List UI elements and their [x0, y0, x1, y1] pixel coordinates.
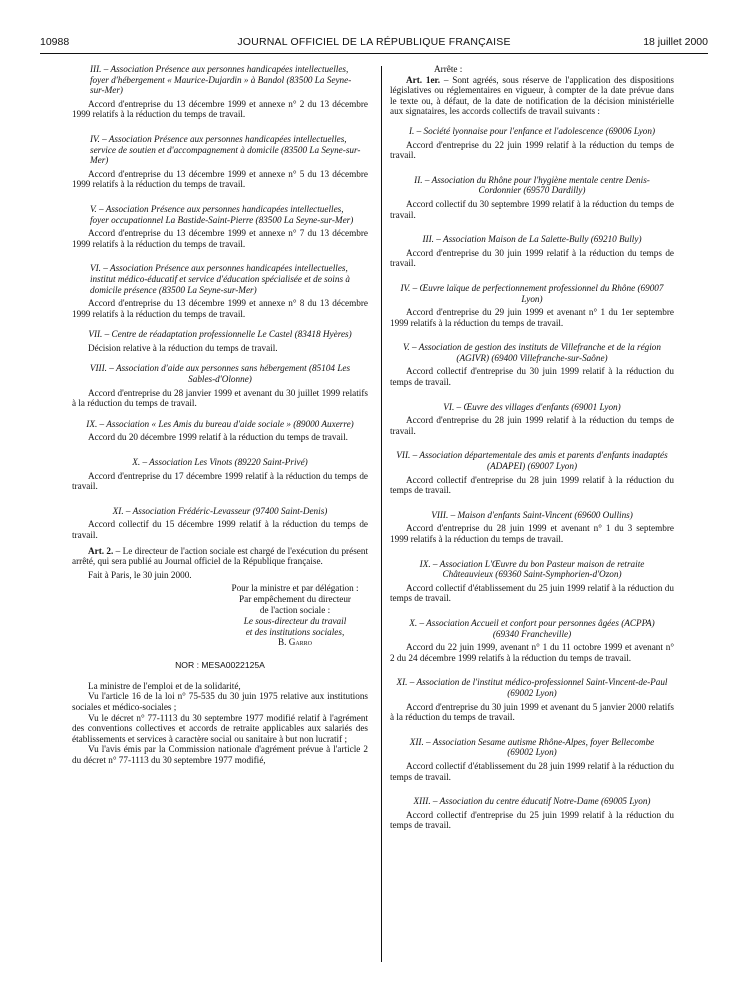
signature-block — [222, 583, 368, 648]
decree-line: Vu le décret n° 77-1113 du 30 septembre 1977 modifié relatif à l'agrément des conventions collectives et accords de retraite applicables aux salariés des établissements et services à caractère social ou sanitaire à but non lucratif ; — [72, 712, 368, 744]
section-left-8 — [72, 363, 368, 408]
section-left-10 — [72, 457, 368, 492]
section-text: Accord d'entreprise du 13 décembre 1999 et annexe n° 8 du 13 décembre 1999 relatifs à la réduction du temps de travail. — [72, 298, 368, 319]
section-right-3 — [390, 234, 674, 269]
article-2 — [72, 546, 368, 567]
section-heading: III. – Association Présence aux personnes handicapées intellectuelles, foyer d'hébergement « Maurice-Dujardin » à Bandol (83500 La Seyne-sur-Mer) — [90, 64, 352, 96]
section-right-4 — [390, 283, 674, 328]
right-column — [390, 64, 674, 836]
nor-reference: NOR : MESA0022125A — [175, 660, 265, 671]
section-text: Accord d'entreprise du 28 janvier 1999 et avenant du 30 juillet 1999 relatifs à la réduction du temps de travail. — [72, 387, 368, 409]
issue-date: 18 juillet 2000 — [643, 36, 708, 48]
decree-line: Vu l'article 16 de la loi n° 75-535 du 30 juin 1975 relative aux institutions sociales et médico-sociales ; — [72, 691, 368, 712]
section-text: Accord collectif d'établissement du 25 juin 1999 relatif à la réduction du temps de travail. — [390, 582, 674, 604]
section-text: Accord collectif d'entreprise du 30 juin 1999 relatif à la réduction du temps de travail. — [390, 366, 674, 388]
sig-line: de l'action sociale : — [259, 604, 331, 615]
section-heading: V. – Association de gestion des instituts de Villefranche et de la région (AGIVR) (69400 Villefranche-sur-Saône) — [403, 342, 661, 363]
section-heading: XI. – Association de l'institut médico-professionnel Saint-Vincent-de-Paul (69002 Lyon) — [396, 677, 668, 698]
section-right-10 — [390, 618, 674, 663]
section-heading: II. – Association du Rhône pour l'hygiène mentale centre Denis-Cordonnier (69570 Dardilly) — [414, 174, 650, 196]
section-heading: V. – Association Présence aux personnes handicapées intellectuelles, foyer occupationnel La Bastide-Saint-Pierre (83500 La Seyne-sur-Mer) — [90, 203, 354, 225]
article-1 — [390, 75, 674, 117]
article-label: Art. 2. — [88, 545, 114, 556]
article-label: Art. 1er. — [406, 74, 441, 85]
section-heading: IX. – Association L'Œuvre du bon Pasteur maison de retraite Châteauvieux (69360 Saint-Symphorien-d'Ozon) — [419, 558, 645, 580]
section-right-7 — [390, 450, 674, 495]
section-left-9 — [72, 419, 368, 443]
sig-line: Le sous-directeur du travail — [243, 615, 347, 626]
section-heading: I. – Société lyonnaise pour l'enfance et l'adolescence (69006 Lyon) — [408, 125, 656, 136]
section-right-5 — [390, 342, 674, 387]
section-text: Accord d'entreprise du 30 juin 1999 relatif à la réduction du temps de travail. — [390, 247, 674, 269]
section-text: Accord d'entreprise du 22 juin 1999 relatif à la réduction du temps de travail. — [390, 139, 674, 161]
article-text: – Sont agréés, sous réserve de l'application des dispositions législatives ou réglementaires en vigueur, à compter de la date prévue dans le texte ou, à défaut, de la date de notification de la décision ministérielle aux signataires, les accords collectifs de travail suivants : — [390, 74, 674, 117]
section-text: Accord collectif d'entreprise du 25 juin 1999 relatif à la réduction du temps de travail. — [390, 809, 674, 831]
decree-line: Vu l'avis émis par la Commission nationale d'agrément prévue à l'article 2 du décret n° 77-1113 du 30 septembre 1977 modifié, — [72, 744, 368, 765]
header-rule — [40, 53, 708, 54]
section-text: Accord d'entreprise du 13 décembre 1999 et annexe n° 2 du 13 décembre 1999 relatifs à la réduction du temps de travail. — [72, 98, 368, 120]
section-right-6 — [390, 402, 674, 437]
page-header — [40, 36, 708, 52]
section-right-2 — [390, 175, 674, 220]
section-left-5 — [72, 204, 368, 249]
section-text: Accord collectif du 15 décembre 1999 relatif à la réduction du temps de travail. — [72, 519, 368, 540]
journal-title: JOURNAL OFFICIEL DE LA RÉPUBLIQUE FRANÇAISE — [237, 36, 511, 48]
section-text: Accord du 20 décembre 1999 relatif à la réduction du temps de travail. — [88, 432, 348, 443]
section-text: Accord d'entreprise du 28 juin 1999 relatif à la réduction du temps de travail. — [390, 415, 674, 436]
section-heading: XIII. – Association du centre éducatif Notre-Dame (69005 Lyon) — [413, 796, 651, 807]
section-heading: VII. – Centre de réadaptation professionnelle Le Castel (83418 Hyères) — [88, 329, 352, 340]
section-left-3 — [72, 64, 368, 120]
sig-line: Par empêchement du directeur — [239, 594, 351, 605]
fait-line: Fait à Paris, le 30 juin 2000. — [88, 569, 192, 580]
signatory-name: B. Garro — [277, 637, 313, 648]
section-left-6 — [72, 263, 368, 319]
section-heading: VIII. – Association d'aide aux personnes sans hébergement (85104 Les Sables-d'Olonne) — [89, 363, 351, 385]
page-number: 10988 — [40, 36, 70, 48]
section-right-8 — [390, 510, 674, 545]
section-heading: IX. – Association « Les Amis du bureau d'aide sociale » (89000 Auxerre) — [86, 418, 354, 429]
section-right-9 — [390, 559, 674, 604]
section-heading: XI. – Association Frédéric-Levasseur (97400 Saint-Denis) — [112, 505, 328, 516]
section-text: Accord du 22 juin 1999, avenant n° 1 du 11 octobre 1999 et avenant n° 2 du 24 décembre 1999 relatifs à la réduction du temps de travail. — [390, 642, 674, 663]
section-text: Accord collectif d'entreprise du 28 juin 1999 relatif à la réduction du temps de travail. — [390, 474, 674, 496]
section-right-1 — [390, 126, 674, 161]
sig-line: et des institutions sociales, — [245, 626, 345, 637]
section-heading: VI. – Association Présence aux personnes handicapées intellectuelles, institut médico-éducatif et service d'éducation spécialisée et de soins à domicile présence (83500 La Seyne-sur-Mer) — [90, 263, 350, 295]
section-text: Décision relative à la réduction du temps de travail. — [88, 342, 278, 353]
section-heading: VIII. – Maison d'enfants Saint-Vincent (69600 Oullins) — [431, 509, 633, 520]
section-heading: X. – Association Les Vinots (89220 Saint-Privé) — [132, 457, 308, 468]
section-text: Accord d'entreprise du 29 juin 1999 et avenant n° 1 du 1er septembre 1999 relatifs à la réduction du temps de travail. — [390, 307, 674, 328]
section-text: Accord collectif du 30 septembre 1999 relatif à la réduction du temps de travail. — [390, 198, 674, 220]
section-left-11 — [72, 506, 368, 541]
sig-line: Pour la ministre et par délégation : — [231, 583, 359, 594]
section-text: Accord d'entreprise du 13 décembre 1999 et annexe n° 5 du 13 décembre 1999 relatifs à la réduction du temps de travail. — [72, 168, 368, 190]
section-right-12 — [390, 737, 674, 782]
column-divider — [381, 66, 382, 962]
section-heading: XII. – Association Sesame autisme Rhône-Alpes, foyer Bellecombe (69002 Lyon) — [409, 736, 655, 758]
section-left-7 — [72, 329, 368, 353]
section-left-4 — [72, 134, 368, 190]
article-text: – Le directeur de l'action sociale est chargé de l'exécution du présent arrêté, qui sera publié au Journal officiel de la République française. — [72, 545, 368, 567]
arrete-line: Arrête : — [434, 64, 463, 74]
section-text: Accord collectif d'établissement du 28 juin 1999 relatif à la réduction du temps de travail. — [390, 760, 674, 782]
section-heading: IV. – Œuvre laïque de perfectionnement professionnel du Rhône (69007 Lyon) — [400, 282, 664, 304]
section-text: Accord d'entreprise du 30 juin 1999 et avenant du 5 janvier 2000 relatifs à la réduction du temps de travail. — [390, 701, 674, 723]
section-text: Accord d'entreprise du 17 décembre 1999 relatif à la réduction du temps de travail. — [72, 470, 368, 492]
left-column — [72, 64, 368, 766]
section-heading: VII. – Association départementale des amis et parents d'enfants inadaptés (ADAPEI) (69007 Lyon) — [396, 450, 668, 472]
section-right-11 — [390, 677, 674, 722]
section-heading: X. – Association Accueil et confort pour personnes âgées (ACPPA) (69340 Francheville) — [409, 617, 655, 639]
decree-line: La ministre de l'emploi et de la solidarité, — [88, 680, 241, 691]
section-heading: IV. – Association Présence aux personnes handicapées intellectuelles, service de soutien et d'accompagnement à domicile (83500 La Seyne-sur-Mer) — [90, 133, 361, 166]
section-heading: VI. – Œuvre des villages d'enfants (69001 Lyon) — [443, 401, 621, 412]
section-right-13 — [390, 796, 674, 831]
section-heading: III. – Association Maison de La Salette-Bully (69210 Bully) — [422, 234, 642, 245]
section-text: Accord d'entreprise du 28 juin 1999 et avenant n° 1 du 3 septembre 1999 relatifs à la réduction du temps de travail. — [390, 523, 674, 544]
section-text: Accord d'entreprise du 13 décembre 1999 et annexe n° 7 du 13 décembre 1999 relatifs à la réduction du temps de travail. — [72, 228, 368, 249]
